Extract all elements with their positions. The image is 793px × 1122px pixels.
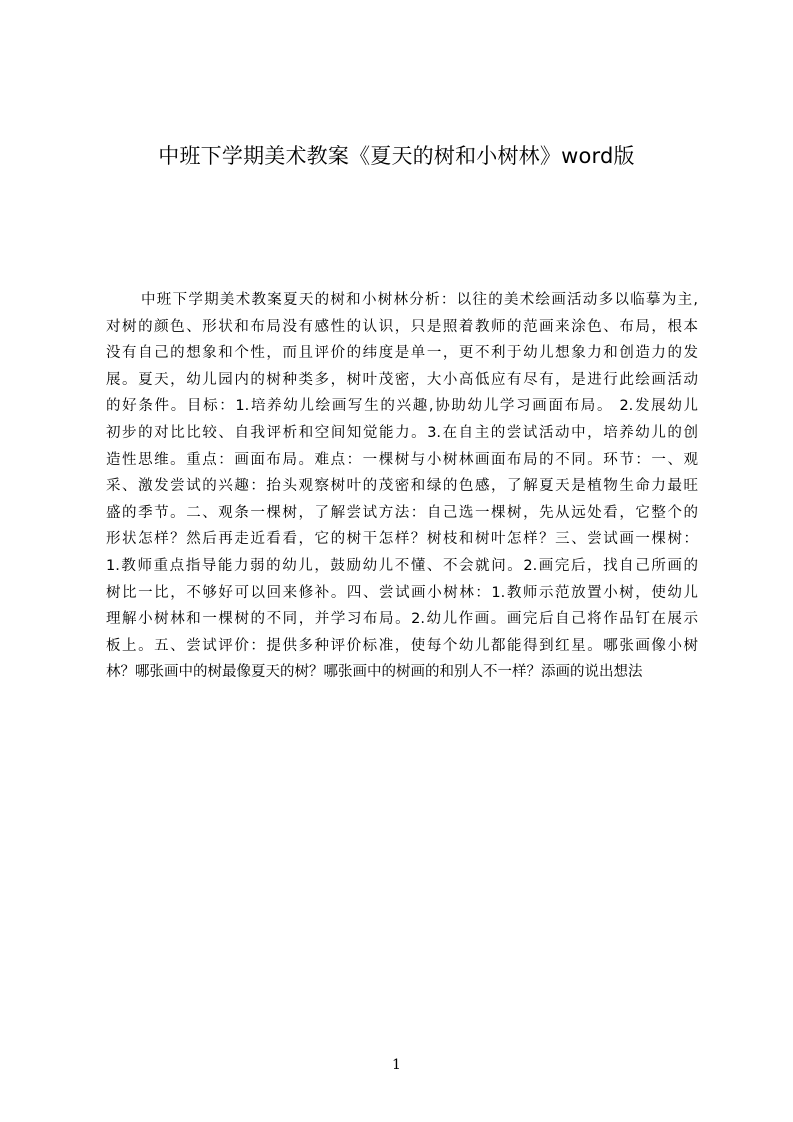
paragraph-line: 造性思维。重点：画面布局。难点：一棵树与小树林画面布局的不同。环节：一、观 bbox=[106, 451, 698, 468]
paragraph-line: 对树的颜色、形状和布局没有感性的认识，只是照着教师的范画来涂色、布局，根本 bbox=[106, 318, 698, 335]
document-title: 中班下学期美术教案《夏天的树和小树林》word版 bbox=[158, 144, 635, 168]
paragraph-line: 理解小树林和一棵树的不同，并学习布局。2.幼儿作画。画完后自己将作品钉在展示 bbox=[106, 611, 698, 628]
paragraph-line: 林？哪张画中的树最像夏天的树？哪张画中的树画的和别人不一样？添画的说出想法 bbox=[106, 664, 643, 681]
paragraph-line: 形状怎样？然后再走近看看，它的树干怎样？树枝和树叶怎样？三、尝试画一棵树： bbox=[106, 531, 698, 548]
paragraph-line: 初步的对比比较、自我评析和空间知觉能力。3.在自主的尝试活动中，培养幼儿的创 bbox=[106, 424, 698, 441]
page-number: 1 bbox=[392, 1057, 401, 1073]
paragraph-line: 中班下学期美术教案夏天的树和小树林分析：以往的美术绘画活动多以临摹为主, bbox=[141, 292, 698, 308]
paragraph-line: 树比一比，不够好可以回来修补。四、尝试画小树林：1.教师示范放置小树，使幼儿 bbox=[106, 584, 698, 601]
paragraph-line: 1.教师重点指导能力弱的幼儿，鼓励幼儿不懂、不会就问。2.画完后，找自己所画的 bbox=[106, 557, 698, 574]
paragraph-line: 盛的季节。二、观条一棵树，了解尝试方法：自己选一棵树，先从远处看，它整个的 bbox=[106, 504, 698, 521]
paragraph-line: 没有自己的想象和个性，而且评价的纬度是单一，更不利于幼儿想象力和创造力的发 bbox=[106, 345, 698, 362]
paragraph-line: 板上。五、尝试评价：提供多种评价标准，使每个幼儿都能得到红星。哪张画像小树 bbox=[106, 637, 698, 654]
body-paragraph bbox=[106, 287, 698, 686]
paragraph-line: 采、激发尝试的兴趣：抬头观察树叶的茂密和绿的色感，了解夏天是植物生命力最旺 bbox=[106, 478, 698, 495]
paragraph-line: 的好条件。目标：1.培养幼儿绘画写生的兴趣,协助幼儿学习画面布局。 2.发展幼儿 bbox=[106, 398, 698, 415]
paragraph-line: 展。夏天，幼儿园内的树种类多，树叶茂密，大小高低应有尽有，是进行此绘画活动 bbox=[106, 371, 698, 388]
